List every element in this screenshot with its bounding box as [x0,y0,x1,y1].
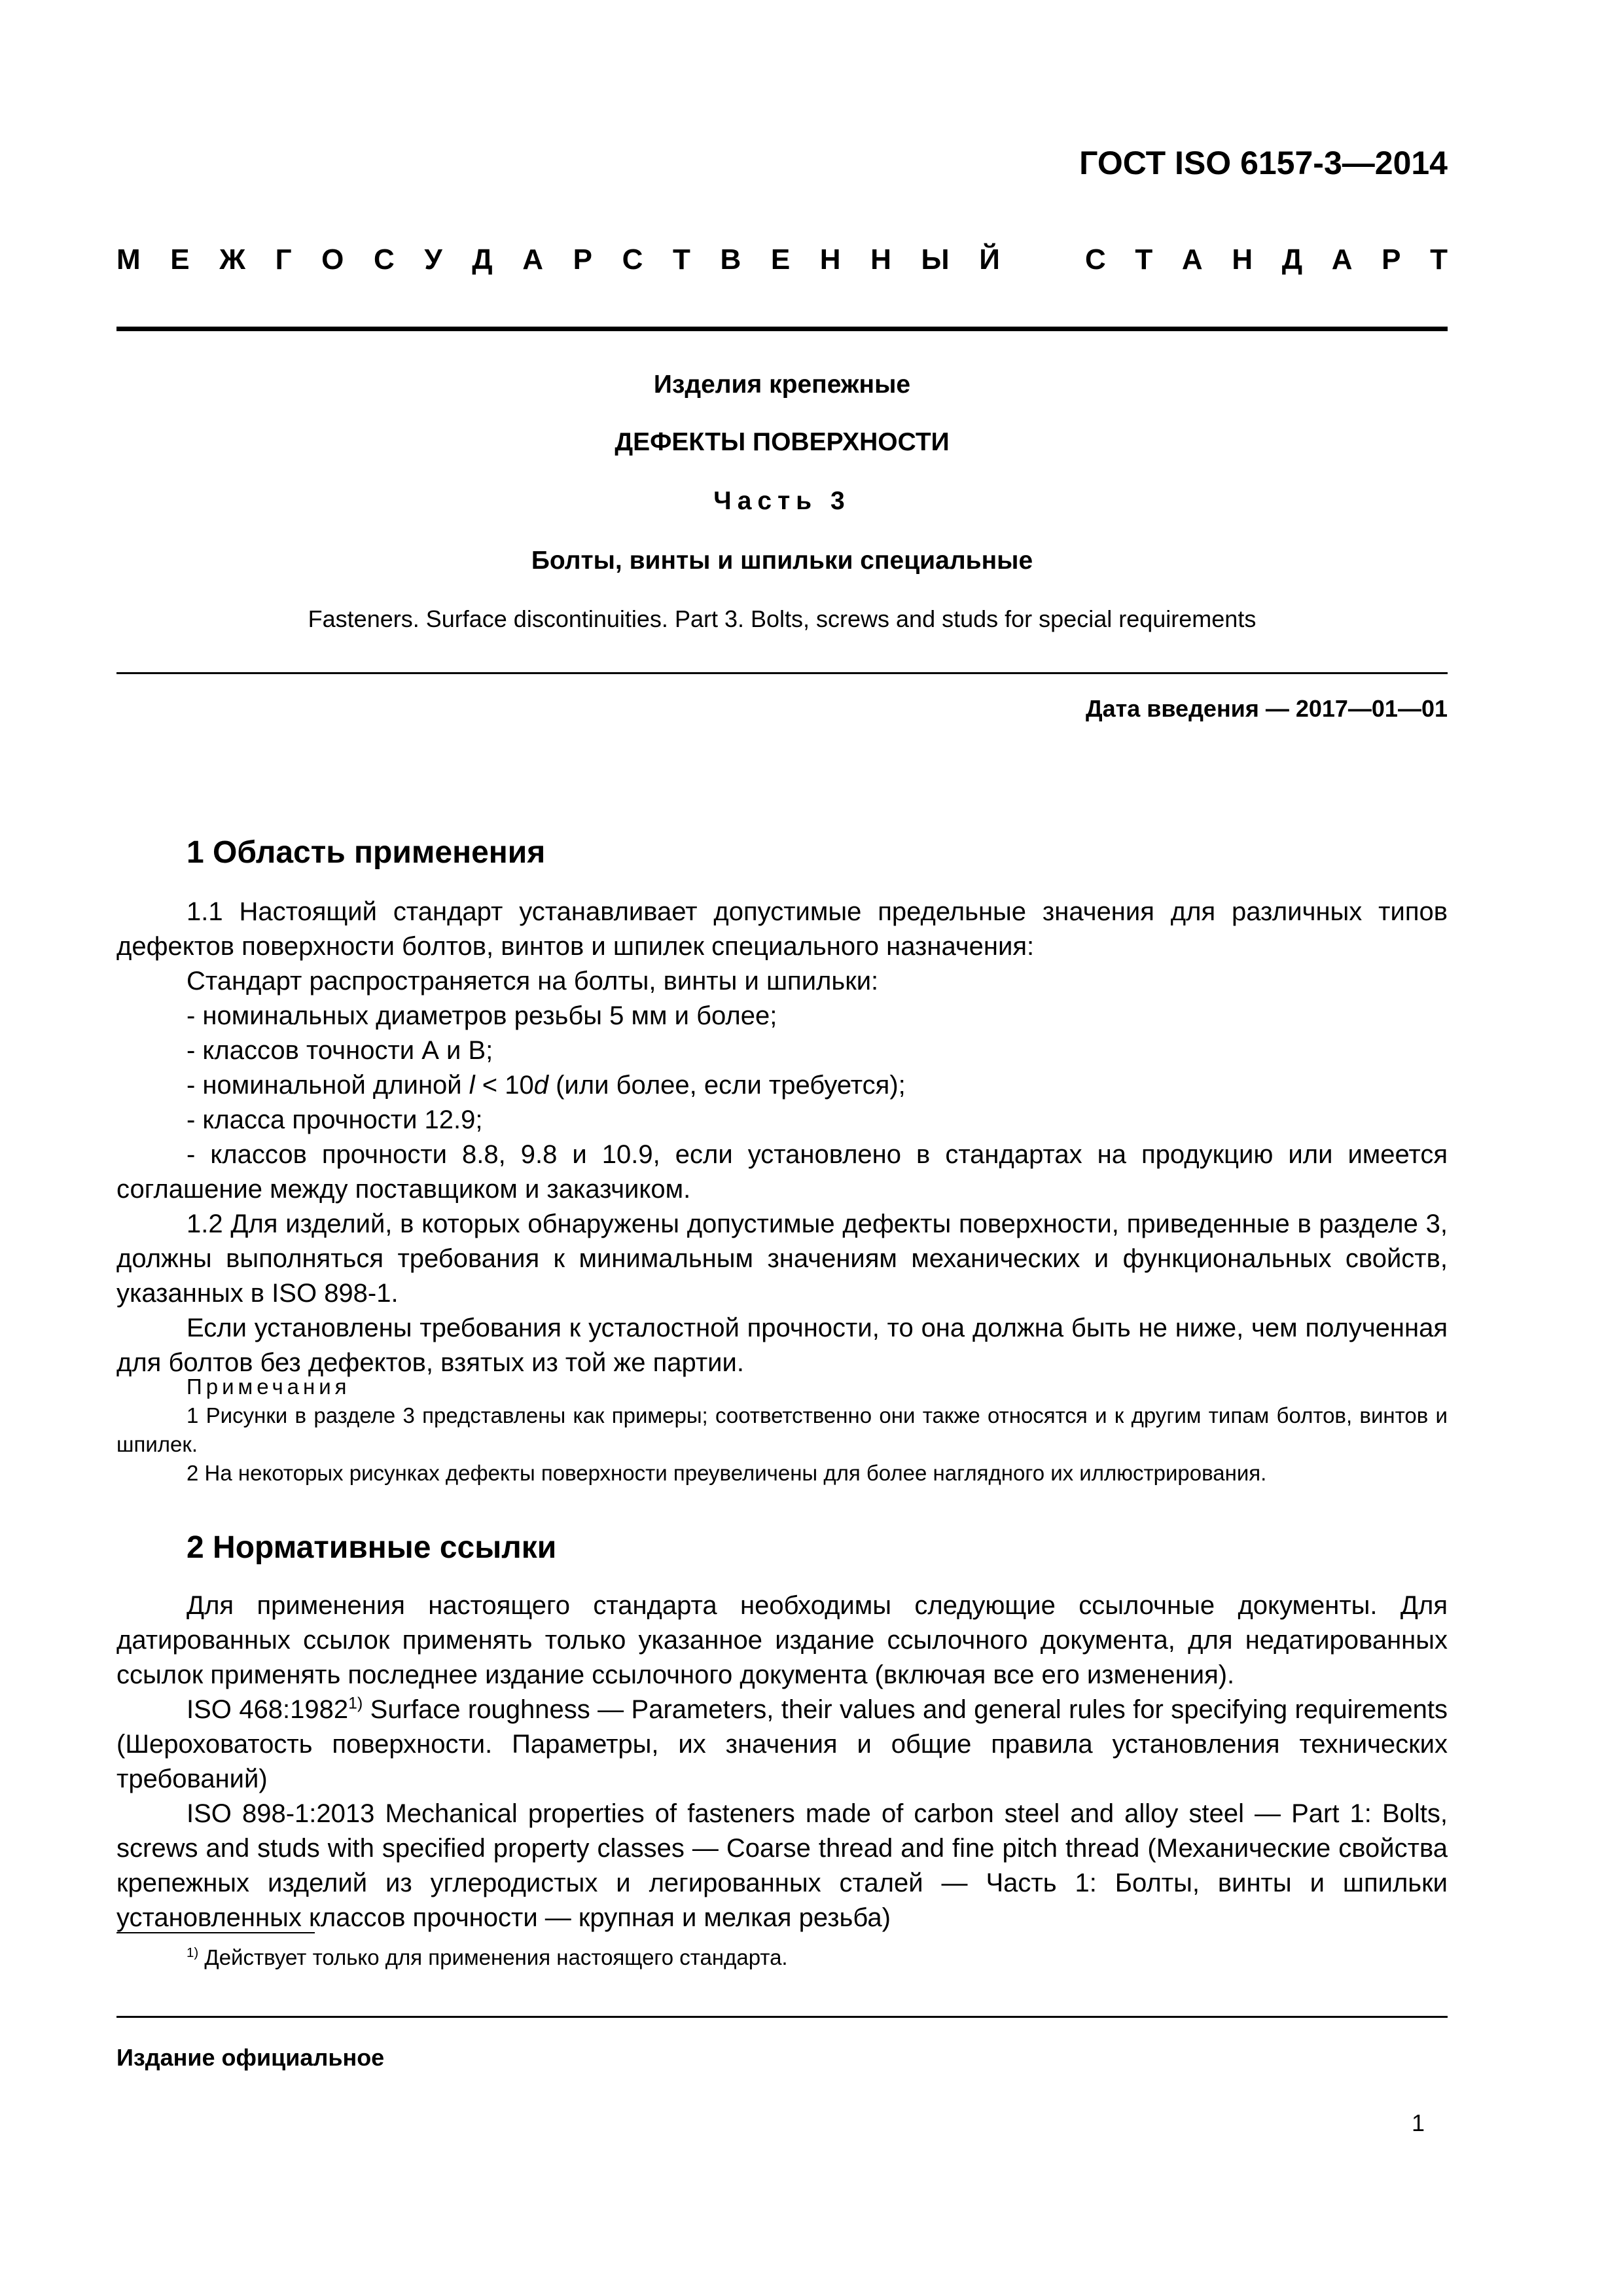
notes-title: Примечания [187,1374,351,1399]
list-item: - классов точности А и В; [187,1036,493,1065]
banner-letter: М [116,243,141,276]
banner-letter: У [424,243,442,276]
banner-word-interstate [116,243,1000,276]
title-main: ДЕФЕКТЫ ПОВЕРХНОСТИ [615,428,950,456]
reference-code: ISO 468:1982 [187,1695,349,1724]
title-english: Fasteners. Surface discontinuities. Part 3. Bolts, screws and studs for special requirements [308,605,1257,632]
banner-letter: Р [1382,243,1401,276]
banner-letter: Т [672,243,690,276]
banner-letter: С [373,243,395,276]
section-2-heading: 2 Нормативные ссылки [187,1530,557,1565]
banner-letter: О [321,243,344,276]
interstate-standard-banner [116,243,1448,276]
list-item-text: < 10 [474,1071,534,1100]
paragraph-scope-intro: Стандарт распространяется на болты, винты и шпильки: [187,967,879,996]
banner-letter: А [522,243,544,276]
title-part: Часть 3 [713,487,851,515]
footer-rule [116,2016,1448,2018]
list-item-text: (или более, если требуется); [548,1071,906,1100]
footnote-rule [116,1932,315,1933]
note-2: 2 На некоторых рисунках дефекты поверхности преувеличены для более наглядного их иллюстрирования. [187,1461,1267,1485]
banner-letter: Й [979,243,1000,276]
footnote-marker: 1) [187,1945,199,1960]
symbol-length: l [469,1071,475,1100]
banner-letter: С [622,243,643,276]
section-1-body [116,895,1448,1380]
banner-letter: Н [819,243,841,276]
paragraph-references-intro: Для применения настоящего стандарта необходимы следующие ссылочные документы. Для датированных ссылок применять только указанное издание ссылочного документа, для недатированных ссылок применять последнее издание ссылочного документа (включая все его изменения). [116,1591,1448,1689]
banner-letter: Ы [921,243,950,276]
notes-block [116,1372,1448,1488]
banner-letter: Ж [219,243,245,276]
banner-letter: А [1181,243,1203,276]
reference-title: Surface roughness — Parameters, their values and general rules for specifying requirements (Шероховатость поверхности. Параметры, их значения и общие правила установления технических требований) [116,1695,1448,1793]
note-1: 1 Рисунки в разделе 3 представлены как примеры; соответственно они также относятся и к другим типам болтов, винтов и шпилек. [116,1403,1448,1456]
banner-letter: В [720,243,741,276]
title-rule [116,672,1448,674]
symbol-diameter: d [533,1071,548,1100]
banner-letter: Н [1232,243,1253,276]
list-item: - классов прочности 8.8, 9.8 и 10.9, если установлено в стандартах на продукцию или имеется соглашение между поставщиком и заказчиком. [116,1140,1448,1204]
footnote [187,1945,788,1970]
list-item: - номинальных диаметров резьбы 5 мм и более; [187,1001,777,1030]
title-subtitle: Болты, винты и шпильки специальные [531,547,1033,575]
title-group: Изделия крепежные [653,370,911,399]
banner-letter: А [1331,243,1353,276]
reference-code: ISO 898-1:2013 [187,1799,375,1828]
footnote-marker: 1) [348,1695,363,1713]
list-item: - класса прочности 12.9; [187,1105,483,1134]
list-item [116,1068,1448,1103]
banner-letter: Д [472,243,493,276]
reference-iso-898-1 [116,1797,1448,1935]
banner-letter: Г [275,243,292,276]
document-number: ГОСТ ISO 6157-3—2014 [1079,145,1448,181]
section-1-heading: 1 Область применения [187,835,546,870]
banner-letter: Е [770,243,791,276]
paragraph-fatigue: Если установлены требования к усталостной прочности, то она должна быть не ниже, чем полученная для болтов без дефектов, взятых из той же партии. [116,1314,1448,1377]
paragraph-1-2: 1.2 Для изделий, в которых обнаружены допустимые дефекты поверхности, приведенные в разделе 3, должны выполняться требования к минимальным значениям механических и функциональных свойств, указанных в ISO 898-1. [116,1210,1448,1308]
paragraph-1-1: 1.1 Настоящий стандарт устанавливает допустимые предельные значения для различных типов дефектов поверхности болтов, винтов и шпилек специального назначения: [116,897,1448,961]
edition-label: Издание официальное [116,2044,385,2071]
banner-letter: Т [1430,243,1448,276]
introduction-date: Дата введения — 2017—01—01 [1085,695,1448,722]
banner-letter: С [1085,243,1106,276]
banner-word-standard [1085,243,1448,276]
banner-letter: Н [870,243,891,276]
banner-letter: Д [1281,243,1303,276]
section-2-body [116,1588,1448,1935]
list-item-text: - номинальной длиной [187,1071,469,1100]
reference-iso-468 [116,1693,1448,1797]
page-number: 1 [1411,2109,1425,2136]
banner-letter: Р [573,243,592,276]
banner-letter: Т [1135,243,1153,276]
banner-letter: Е [170,243,190,276]
footnote-text: Действует только для применения настоящего стандарта. [204,1945,788,1969]
reference-title: Mechanical properties of fasteners made of carbon steel and alloy steel — Part 1: Bolts, screws and studs with specified property classes — Coarse thread and fine pitch thread (Механические свойства крепежных изделий из углеродистых и легированных сталей — Часть 1: Болты, винты и шпильки установленных классов прочности — крупная и мелкая резьба) [116,1799,1448,1932]
header-rule [116,327,1448,331]
